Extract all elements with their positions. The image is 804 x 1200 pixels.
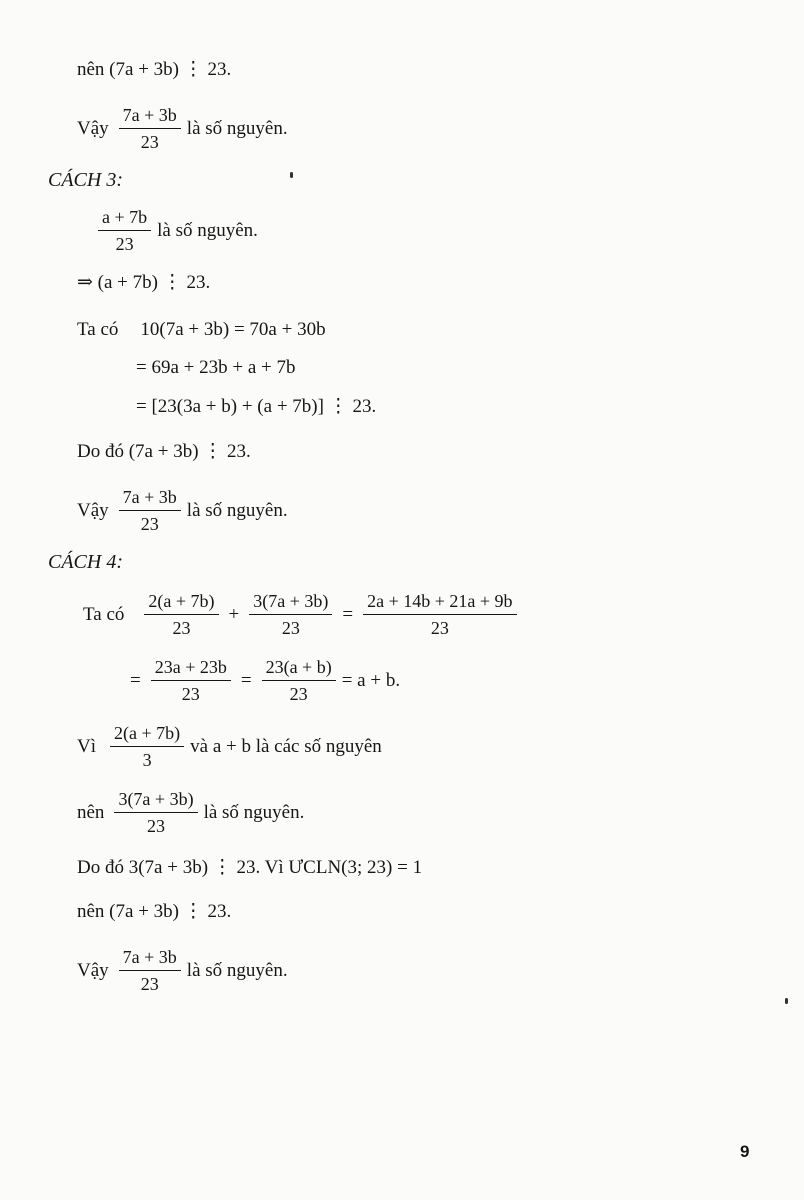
operator: = xyxy=(130,669,141,691)
section-heading xyxy=(48,168,123,192)
text-line xyxy=(83,590,523,639)
text-line xyxy=(77,900,231,924)
text-line xyxy=(77,440,251,464)
text: và a + b là các số nguyên xyxy=(190,735,382,757)
text-line xyxy=(98,206,258,255)
fraction xyxy=(98,206,151,255)
print-speck xyxy=(290,172,293,178)
numerator: 2(a + 7b) xyxy=(144,590,218,615)
page-number: 9 xyxy=(740,1142,750,1161)
numerator: 23a + 23b xyxy=(151,656,231,681)
operator: = xyxy=(342,603,354,625)
fraction xyxy=(119,946,181,995)
text: nên xyxy=(77,801,105,823)
text: là số nguyên. xyxy=(186,959,288,981)
denominator: 23 xyxy=(140,974,159,994)
text-line xyxy=(77,946,288,995)
text: Vậy xyxy=(77,959,109,981)
numerator: a + 7b xyxy=(98,206,151,231)
text: = a + b. xyxy=(341,669,401,691)
text: Do đó 3(7a + 3b) ⋮ 23. Vì ƯCLN(3; 23) = 1 xyxy=(77,857,423,878)
fraction xyxy=(119,486,181,535)
text-line xyxy=(77,271,210,295)
numerator: 3(7a + 3b) xyxy=(249,590,332,615)
denominator: 3 xyxy=(142,750,152,770)
fraction xyxy=(110,722,184,771)
fraction xyxy=(114,788,197,837)
equation: = [23(3a + b) + (a + 7b)] ⋮ 23. xyxy=(136,396,377,417)
text: Ta có xyxy=(77,319,119,340)
equation: = 69a + 23b + a + 7b xyxy=(136,357,296,378)
text-line xyxy=(77,856,422,880)
heading-text: CÁCH 3: xyxy=(48,169,123,191)
text: nên (7a + 3b) ⋮ 23. xyxy=(77,59,232,80)
numerator: 7a + 3b xyxy=(119,104,181,129)
text-line xyxy=(136,356,295,380)
fraction xyxy=(151,656,231,705)
denominator: 23 xyxy=(172,618,191,638)
section-heading xyxy=(48,550,123,574)
numerator: 23(a + b) xyxy=(262,656,336,681)
operator: = xyxy=(240,669,252,691)
numerator: 2(a + 7b) xyxy=(110,722,184,747)
text-line xyxy=(77,486,288,535)
heading-text: CÁCH 4: xyxy=(48,551,123,573)
denominator: 23 xyxy=(115,234,134,254)
denominator: 23 xyxy=(289,684,308,704)
numerator: 7a + 3b xyxy=(119,946,181,971)
text-line xyxy=(77,104,288,153)
text: Ta có xyxy=(83,603,125,625)
text: Vậy xyxy=(77,117,109,139)
text: là số nguyên. xyxy=(203,801,305,823)
numerator: 2a + 14b + 21a + 9b xyxy=(363,590,516,615)
text-line xyxy=(136,395,376,419)
denominator: 23 xyxy=(430,618,449,638)
text: Vì xyxy=(77,735,96,757)
text: là số nguyên. xyxy=(157,219,258,241)
numerator: 7a + 3b xyxy=(119,486,181,511)
denominator: 23 xyxy=(140,514,159,534)
denominator: 23 xyxy=(181,684,200,704)
text: Do đó (7a + 3b) ⋮ 23. xyxy=(77,441,251,462)
operator: + xyxy=(228,603,240,625)
text-line xyxy=(126,656,400,705)
numerator: 3(7a + 3b) xyxy=(114,788,197,813)
text: là số nguyên. xyxy=(186,117,288,139)
text: là số nguyên. xyxy=(186,499,288,521)
denominator: 23 xyxy=(147,816,165,836)
text-line xyxy=(77,58,231,82)
text: ⇒ (a + 7b) ⋮ 23. xyxy=(77,272,211,293)
fraction xyxy=(262,656,336,705)
fraction xyxy=(119,104,181,153)
fraction xyxy=(249,590,332,639)
text-line xyxy=(77,318,326,342)
denominator: 23 xyxy=(281,618,300,638)
text-line xyxy=(77,722,382,771)
equation: 10(7a + 3b) = 70a + 30b xyxy=(140,319,326,340)
text: nên (7a + 3b) ⋮ 23. xyxy=(77,901,232,922)
text: Vậy xyxy=(77,499,109,521)
fraction xyxy=(363,590,516,639)
fraction xyxy=(144,590,218,639)
text-line xyxy=(77,788,304,837)
print-speck xyxy=(785,998,788,1004)
denominator: 23 xyxy=(140,132,159,152)
